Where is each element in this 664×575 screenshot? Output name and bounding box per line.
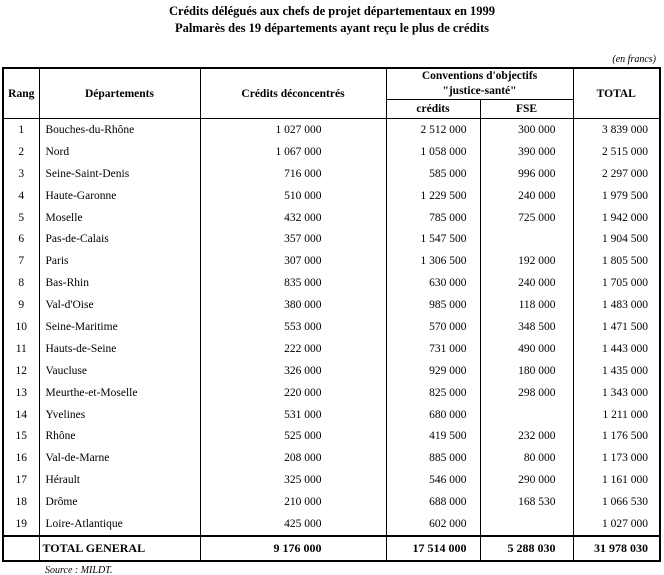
cell-total: 1 942 000	[573, 207, 660, 229]
cell-credits: 785 000	[386, 207, 480, 229]
cell-credits-deconcentres: 326 000	[200, 360, 386, 382]
cell-total: 3 839 000	[573, 119, 660, 141]
table-row	[3, 360, 660, 382]
cell-credits: 2 512 000	[386, 119, 480, 141]
cell-rang: 15	[3, 425, 39, 447]
table-row	[3, 141, 660, 163]
cell-total: 1 805 500	[573, 250, 660, 272]
cell-credits: 546 000	[386, 469, 480, 491]
page-title	[0, 0, 664, 37]
cell-credits-deconcentres: 220 000	[200, 382, 386, 404]
total-label: TOTAL GENERAL	[39, 536, 200, 561]
cell-rang: 19	[3, 513, 39, 536]
cell-credits: 680 000	[386, 404, 480, 426]
cell-total: 1 435 000	[573, 360, 660, 382]
unit-note: (en francs)	[612, 54, 656, 65]
cell-fse: 168 530	[480, 491, 573, 513]
cell-credits: 688 000	[386, 491, 480, 513]
cell-fse: 298 000	[480, 382, 573, 404]
table-body	[3, 119, 660, 536]
cell-credits: 1 229 500	[386, 185, 480, 207]
cell-rang: 17	[3, 469, 39, 491]
cell-fse: 348 500	[480, 316, 573, 338]
total-fse: 5 288 030	[480, 536, 573, 561]
cell-fse: 390 000	[480, 141, 573, 163]
cell-fse: 240 000	[480, 185, 573, 207]
cell-credits: 630 000	[386, 272, 480, 294]
cell-fse: 118 000	[480, 294, 573, 316]
total-total: 31 978 030	[573, 536, 660, 561]
cell-credits: 570 000	[386, 316, 480, 338]
cell-credits-deconcentres: 1 067 000	[200, 141, 386, 163]
cell-fse: 192 000	[480, 250, 573, 272]
cell-rang: 1	[3, 119, 39, 141]
cell-credits-deconcentres: 553 000	[200, 316, 386, 338]
cell-rang: 18	[3, 491, 39, 513]
cell-total: 1 161 000	[573, 469, 660, 491]
cell-total: 1 904 500	[573, 228, 660, 250]
source-note: Source : MILDT.	[45, 564, 113, 575]
cell-credits: 985 000	[386, 294, 480, 316]
cell-fse: 240 000	[480, 272, 573, 294]
cell-credits: 585 000	[386, 163, 480, 185]
table-row	[3, 207, 660, 229]
table-row	[3, 338, 660, 360]
table-row	[3, 404, 660, 426]
header-departements: Départements	[39, 68, 200, 119]
cell-credits: 419 500	[386, 425, 480, 447]
cell-total: 2 515 000	[573, 141, 660, 163]
cell-rang: 13	[3, 382, 39, 404]
total-row	[3, 536, 660, 561]
cell-rang: 10	[3, 316, 39, 338]
header-conventions-line-2: "justice-santé"	[442, 85, 517, 97]
cell-credits-deconcentres: 325 000	[200, 469, 386, 491]
header-sub-fse: FSE	[480, 100, 573, 119]
cell-credits-deconcentres: 380 000	[200, 294, 386, 316]
cell-departement: Vaucluse	[39, 360, 200, 382]
table-row	[3, 447, 660, 469]
cell-departement: Meurthe-et-Moselle	[39, 382, 200, 404]
cell-departement: Haute-Garonne	[39, 185, 200, 207]
header-conventions	[386, 68, 573, 100]
cell-total: 1 705 000	[573, 272, 660, 294]
table-row	[3, 228, 660, 250]
cell-credits-deconcentres: 208 000	[200, 447, 386, 469]
cell-total: 1 979 500	[573, 185, 660, 207]
total-rang-empty	[3, 536, 39, 561]
cell-credits-deconcentres: 716 000	[200, 163, 386, 185]
header-row-top	[3, 68, 660, 100]
table-row	[3, 491, 660, 513]
table-row	[3, 185, 660, 207]
cell-departement: Bouches-du-Rhône	[39, 119, 200, 141]
table-row	[3, 469, 660, 491]
cell-departement: Bas-Rhin	[39, 272, 200, 294]
cell-rang: 14	[3, 404, 39, 426]
cell-total: 1 173 000	[573, 447, 660, 469]
cell-fse: 725 000	[480, 207, 573, 229]
cell-departement: Moselle	[39, 207, 200, 229]
table-row	[3, 294, 660, 316]
header-conventions-line-1: Conventions d'objectifs	[421, 70, 538, 82]
cell-credits-deconcentres: 531 000	[200, 404, 386, 426]
cell-rang: 7	[3, 250, 39, 272]
cell-total: 1 176 500	[573, 425, 660, 447]
cell-departement: Rhône	[39, 425, 200, 447]
cell-total: 1 027 000	[573, 513, 660, 536]
cell-credits: 929 000	[386, 360, 480, 382]
cell-total: 1 471 500	[573, 316, 660, 338]
cell-rang: 8	[3, 272, 39, 294]
cell-total: 1 483 000	[573, 294, 660, 316]
cell-departement: Paris	[39, 250, 200, 272]
cell-total: 1 343 000	[573, 382, 660, 404]
table-row	[3, 119, 660, 141]
cell-fse: 232 000	[480, 425, 573, 447]
cell-fse: 300 000	[480, 119, 573, 141]
cell-departement: Val-d'Oise	[39, 294, 200, 316]
cell-credits-deconcentres: 510 000	[200, 185, 386, 207]
cell-total: 1 443 000	[573, 338, 660, 360]
cell-credits: 1 058 000	[386, 141, 480, 163]
cell-credits: 825 000	[386, 382, 480, 404]
table-row	[3, 382, 660, 404]
cell-rang: 3	[3, 163, 39, 185]
cell-credits: 731 000	[386, 338, 480, 360]
cell-fse: 996 000	[480, 163, 573, 185]
cell-total: 1 211 000	[573, 404, 660, 426]
cell-departement: Hérault	[39, 469, 200, 491]
cell-fse: 490 000	[480, 338, 573, 360]
cell-total: 1 066 530	[573, 491, 660, 513]
cell-total: 2 297 000	[573, 163, 660, 185]
cell-rang: 16	[3, 447, 39, 469]
cell-credits: 1 547 500	[386, 228, 480, 250]
cell-credits-deconcentres: 835 000	[200, 272, 386, 294]
table-footer	[3, 536, 660, 561]
cell-credits-deconcentres: 210 000	[200, 491, 386, 513]
table-row	[3, 425, 660, 447]
cell-rang: 6	[3, 228, 39, 250]
cell-departement: Val-de-Marne	[39, 447, 200, 469]
cell-credits-deconcentres: 357 000	[200, 228, 386, 250]
cell-credits: 1 306 500	[386, 250, 480, 272]
cell-departement: Seine-Saint-Denis	[39, 163, 200, 185]
cell-departement: Pas-de-Calais	[39, 228, 200, 250]
cell-fse: 290 000	[480, 469, 573, 491]
cell-departement: Drôme	[39, 491, 200, 513]
cell-departement: Seine-Maritime	[39, 316, 200, 338]
cell-fse: 80 000	[480, 447, 573, 469]
total-credits-deconcentres: 9 176 000	[200, 536, 386, 561]
cell-credits: 602 000	[386, 513, 480, 536]
cell-rang: 4	[3, 185, 39, 207]
total-credits: 17 514 000	[386, 536, 480, 561]
table-row	[3, 163, 660, 185]
cell-credits-deconcentres: 432 000	[200, 207, 386, 229]
credits-table	[2, 67, 661, 562]
cell-rang: 12	[3, 360, 39, 382]
cell-rang: 9	[3, 294, 39, 316]
title-line-2: Palmarès des 19 départements ayant reçu le plus de crédits	[175, 21, 489, 35]
cell-rang: 5	[3, 207, 39, 229]
table-header	[3, 68, 660, 119]
cell-credits-deconcentres: 307 000	[200, 250, 386, 272]
cell-credits: 885 000	[386, 447, 480, 469]
cell-credits-deconcentres: 222 000	[200, 338, 386, 360]
table-row	[3, 272, 660, 294]
cell-fse	[480, 228, 573, 250]
title-line-1: Crédits délégués aux chefs de projet départementaux en 1999	[168, 4, 496, 18]
cell-rang: 11	[3, 338, 39, 360]
cell-departement: Nord	[39, 141, 200, 163]
cell-credits-deconcentres: 525 000	[200, 425, 386, 447]
header-rang: Rang	[3, 68, 39, 119]
table-row	[3, 513, 660, 536]
table-row	[3, 316, 660, 338]
cell-departement: Hauts-de-Seine	[39, 338, 200, 360]
table-row	[3, 250, 660, 272]
cell-departement: Loire-Atlantique	[39, 513, 200, 536]
header-total: TOTAL	[573, 68, 660, 119]
cell-fse	[480, 404, 573, 426]
cell-credits-deconcentres: 1 027 000	[200, 119, 386, 141]
cell-rang: 2	[3, 141, 39, 163]
cell-credits-deconcentres: 425 000	[200, 513, 386, 536]
cell-fse: 180 000	[480, 360, 573, 382]
cell-departement: Yvelines	[39, 404, 200, 426]
header-sub-credits: crédits	[386, 100, 480, 119]
header-credits-deconcentres: Crédits déconcentrés	[200, 68, 386, 119]
cell-fse	[480, 513, 573, 536]
